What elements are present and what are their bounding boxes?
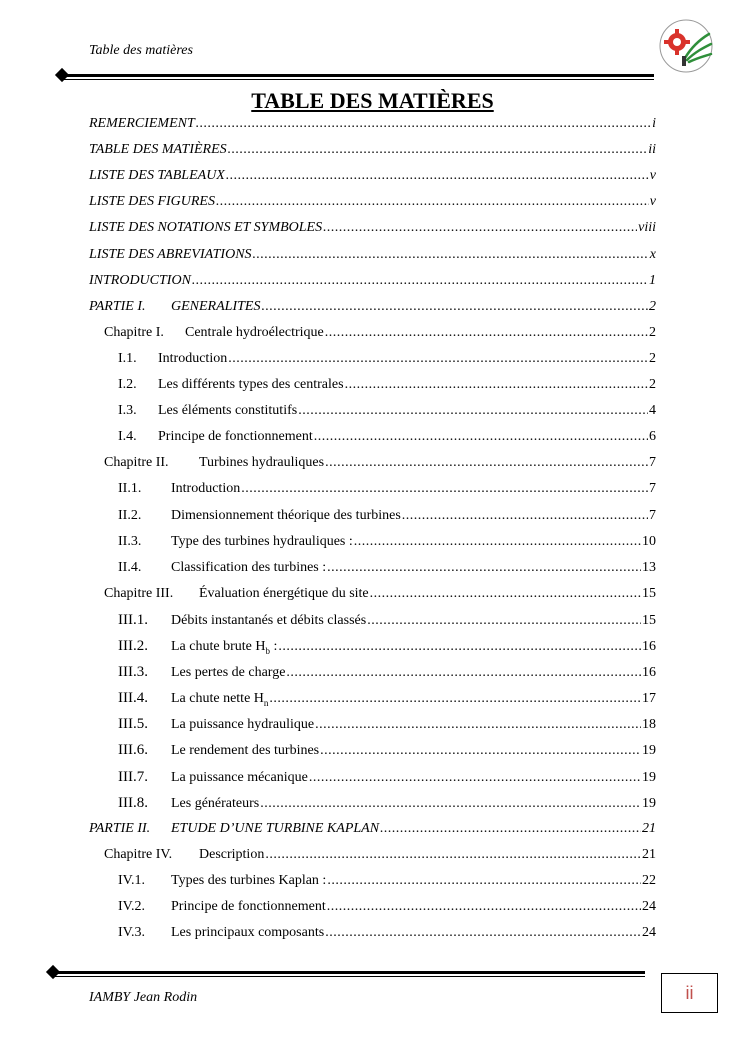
toc-leader-dots [345, 375, 648, 395]
toc-leader-dots [315, 715, 641, 735]
toc-entry-page: 7 [649, 507, 656, 523]
toc-entry-title: ETUDE D’UNE TURBINE KAPLAN [171, 820, 380, 836]
toc-entry[interactable] [89, 245, 656, 265]
toc-entry-number: Chapitre II. [104, 455, 169, 471]
toc-entry[interactable] [118, 793, 656, 813]
toc-entry-number: I.4. [118, 429, 137, 445]
toc-entry[interactable] [89, 192, 656, 212]
toc-leader-dots [278, 637, 641, 657]
toc-entry-number: I.3. [118, 403, 137, 419]
toc-entry[interactable] [118, 662, 656, 682]
toc-entry-page: 22 [642, 872, 656, 888]
toc-entry-page: 10 [642, 533, 656, 549]
toc-entry-title: Débits instantanés et débits classés [171, 612, 367, 628]
toc-entry-page: 19 [642, 769, 656, 785]
toc-entry-title: GENERALITES [171, 298, 261, 314]
toc-entry[interactable] [104, 323, 656, 343]
toc-leader-dots [192, 271, 648, 291]
toc-entry[interactable] [89, 819, 656, 839]
toc-entry[interactable] [104, 584, 656, 604]
toc-entry-page: 21 [642, 820, 656, 836]
toc-leader-dots [196, 114, 651, 134]
toc-entry-number: III.1. [118, 611, 148, 628]
toc-entry[interactable] [118, 871, 656, 891]
toc-entry-title: Introduction [171, 481, 241, 497]
toc-entry-title: Les générateurs [171, 795, 260, 811]
toc-entry-page: v [649, 194, 656, 210]
toc-leader-dots [298, 401, 648, 421]
toc-entry-title: La chute nette $H_n$ [171, 691, 269, 708]
toc-entry[interactable] [118, 740, 656, 760]
toc-leader-dots [320, 741, 641, 761]
toc-entry-number: II.1. [118, 481, 142, 497]
toc-entry-number: PARTIE I. [89, 298, 146, 314]
toc-entry[interactable] [118, 558, 656, 578]
toc-leader-dots [228, 140, 648, 160]
toc-entry[interactable] [118, 714, 656, 734]
toc-entry-page: 1 [649, 272, 656, 288]
toc-entry-page: 15 [642, 612, 656, 628]
toc-entry[interactable] [89, 114, 656, 134]
toc-entry[interactable] [118, 610, 656, 630]
toc-leader-dots [286, 663, 641, 683]
toc-entry[interactable] [118, 767, 656, 787]
toc-entry[interactable] [118, 532, 656, 552]
toc-entry[interactable] [118, 375, 656, 395]
toc-entry-title: Principe de fonctionnement [171, 899, 326, 914]
toc-entry-title: La chute brute $H_b$ : [171, 639, 278, 656]
toc-entry-title: Les éléments constitutifs [158, 403, 298, 419]
toc-entry-number: III.4. [118, 690, 148, 707]
toc-entry-page: ii [648, 142, 656, 158]
toc-leader-dots [241, 479, 648, 499]
toc-leader-dots [380, 819, 641, 839]
toc-entry-title: Les pertes de charge [171, 665, 286, 681]
toc-entry-number: III.2. [118, 638, 148, 654]
toc-leader-dots [325, 923, 641, 943]
toc-entry-page: 16 [642, 665, 656, 681]
toc-entry-number: Chapitre III. [104, 585, 174, 601]
toc-entry-number: I.2. [118, 377, 137, 392]
toc-entry-number: II.4. [118, 559, 142, 575]
toc-entry-number: III.7. [118, 768, 148, 785]
toc-entry-page: x [649, 246, 656, 262]
toc-entry-title: Introduction [158, 350, 228, 366]
toc-entry-page: 7 [649, 481, 656, 497]
toc-entry[interactable] [89, 218, 656, 238]
toc-leader-dots [325, 453, 648, 473]
toc-leader-dots [253, 245, 649, 265]
toc-leader-dots [327, 897, 641, 917]
toc-entry-title: Turbines hydrauliques [199, 455, 325, 471]
toc-entry[interactable] [89, 271, 656, 291]
toc-leader-dots [260, 794, 641, 814]
toc-entry-number: II.3. [118, 533, 142, 549]
toc-entry-title: Classification des turbines : [171, 559, 327, 575]
toc-entry-title: Principe de fonctionnement [158, 429, 313, 445]
toc-entry-title: Dimensionnement théorique des turbines [171, 507, 401, 523]
toc-entry-title: LISTE DES FIGURES [89, 194, 215, 210]
toc-entry-page: 7 [649, 455, 656, 471]
toc-leader-dots [309, 768, 641, 788]
toc-entry[interactable] [118, 479, 656, 499]
toc-entry-page: 13 [642, 559, 656, 575]
toc-entry[interactable] [89, 140, 656, 160]
toc-entry-number: PARTIE II. [89, 820, 151, 836]
toc-entry-page: 17 [642, 691, 656, 707]
toc-entry-number: I.1. [118, 350, 137, 366]
toc-entry-title: Type des turbines hydrauliques : [171, 533, 353, 549]
toc-entry[interactable] [104, 845, 656, 865]
toc-leader-dots [354, 532, 641, 552]
toc-entry-page: 18 [642, 717, 656, 733]
toc-entry-title: Types des turbines Kaplan : [171, 872, 327, 888]
university-logo-icon [655, 18, 717, 74]
toc-leader-dots [323, 218, 637, 238]
toc-leader-dots [370, 584, 641, 604]
toc-leader-dots [226, 166, 649, 186]
toc-entry-page: 24 [642, 899, 656, 914]
toc-entry-page: 19 [642, 795, 656, 811]
toc-entry-page: 2 [649, 377, 656, 392]
toc-leader-dots [327, 558, 641, 578]
toc-entry-page: 2 [649, 350, 656, 366]
toc-entry-number: IV.1. [118, 872, 145, 888]
toc-entry-page: 2 [649, 298, 656, 314]
toc-leader-dots [269, 689, 641, 709]
toc-entry[interactable] [118, 923, 656, 943]
toc-entry-title: LISTE DES ABREVIATIONS [89, 246, 252, 262]
toc-leader-dots [402, 506, 648, 526]
toc-entry-title: INTRODUCTION [89, 272, 191, 288]
toc-entry[interactable] [118, 401, 656, 421]
toc-entry-number: Chapitre IV. [104, 846, 173, 862]
toc-entry-page: 21 [642, 846, 656, 862]
toc-leader-dots [327, 871, 641, 891]
toc-entry-number: III.3. [118, 664, 148, 681]
toc-entry-title: Les différents types des centrales [158, 377, 344, 392]
page-number-badge: ii [661, 973, 718, 1013]
toc-entry-title: TABLE DES MATIÈRES [89, 142, 227, 158]
toc-entry-page: 4 [649, 403, 656, 419]
toc-leader-dots [314, 427, 648, 447]
toc-entry-title: Le rendement des turbines [171, 743, 320, 759]
toc-entry-page: 2 [649, 324, 656, 340]
toc-leader-dots [367, 611, 641, 631]
toc-entry[interactable] [118, 349, 656, 369]
page-title: TABLE DES MATIÈRES [251, 88, 494, 113]
toc-entry-title: Les principaux composants [171, 925, 325, 941]
toc-entry-number: IV.3. [118, 925, 145, 941]
toc-entry-page: 16 [642, 639, 656, 654]
toc-entry[interactable] [118, 636, 656, 656]
toc-leader-dots [265, 845, 641, 865]
toc-leader-dots [228, 349, 648, 369]
toc-entry-page: 6 [649, 429, 656, 445]
toc-entry-page: 24 [642, 925, 656, 941]
toc-entry-title: REMERCIEMENT [89, 116, 195, 131]
toc-entry-title: La puissance hydraulique [171, 717, 315, 733]
toc-entry[interactable] [89, 166, 656, 186]
toc-leader-dots [261, 297, 648, 317]
toc-entry-page: v [649, 168, 656, 184]
toc-entry-number: IV.2. [118, 899, 145, 914]
toc-entry[interactable] [89, 297, 656, 317]
toc-entry-page: viii [638, 220, 656, 236]
toc-leader-dots [325, 323, 648, 343]
toc-entry-title: LISTE DES TABLEAUX [89, 168, 225, 184]
toc-entry-number: Chapitre I. [104, 324, 164, 340]
toc-entry-title: LISTE DES NOTATIONS ET SYMBOLES [89, 220, 323, 236]
toc-entry[interactable] [118, 427, 656, 447]
toc-entry-number: III.8. [118, 794, 148, 811]
toc-entry-page: i [652, 116, 656, 131]
toc-entry-number: III.6. [118, 742, 148, 759]
toc-entry[interactable] [104, 453, 656, 473]
toc-entry-page: 19 [642, 743, 656, 759]
toc-entry-number: III.5. [118, 716, 148, 733]
toc-leader-dots [216, 192, 649, 212]
toc-entry-number: II.2. [118, 507, 142, 523]
toc-entry-title: La puissance mécanique [171, 769, 308, 785]
toc-entry-title: Évaluation énergétique du site [199, 585, 369, 601]
toc-entry-title: Description [199, 846, 265, 862]
toc-entry[interactable] [118, 506, 656, 526]
toc-entry[interactable] [118, 688, 656, 708]
toc-entry-page: 15 [642, 585, 656, 601]
footer-author: IAMBY Jean Rodin [89, 990, 198, 1005]
toc-entry[interactable] [118, 897, 656, 917]
header-title: Table des matières [89, 43, 193, 58]
toc-entry-title: Centrale hydroélectrique [185, 324, 324, 340]
